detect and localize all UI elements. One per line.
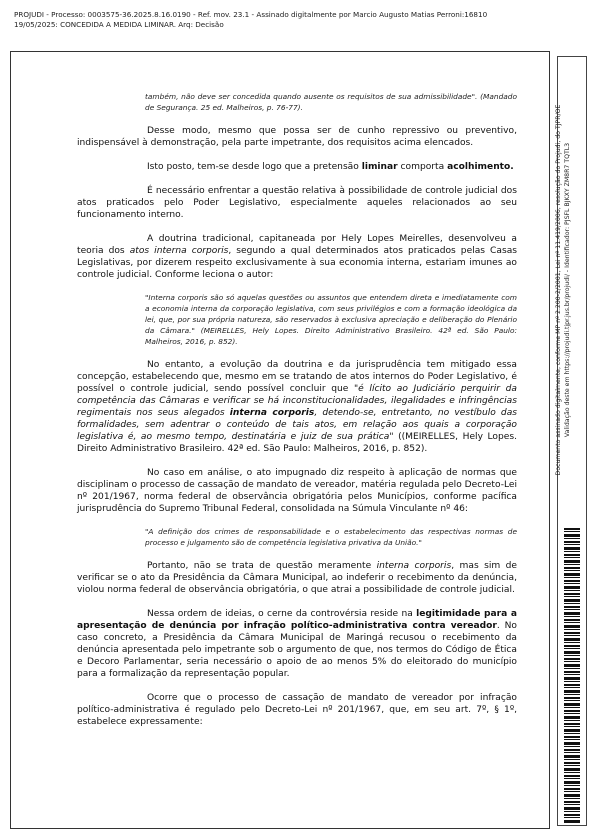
p4-text-c: , segundo a qual determinados atos praticados pelas Casas Legislativas, por dizerem respeito exclusivamente à sua economia interna, estariam imunes ao controle judicial. Conforme leciona o autor: bbox=[77, 246, 518, 280]
quote-meirelles: "Interna corporis são só aquelas questões ou assuntos que entendem direta e imediatamente com a economia interna da corporação legislativa, com seus privilégios e com a formação ideológica da lei, que, por sua própria natureza, são reservados à exclusiva apreciação e deliberação do Plenário da Câmara." (MEIRELLES, Hely Lopes. Direito Administrativo Brasileiro. 42ª ed. São Paulo: Malheiros, 2016, p. 852). bbox=[145, 293, 517, 346]
p4-italic-term: atos interna corporis bbox=[129, 246, 229, 256]
p7-italic-term: interna corporis bbox=[376, 561, 452, 571]
quote-sumula: "A definição dos crimes de responsabilidade e o estabelecimento das respectivas normas de processo e julgamento são de competência legislativa privativa da União." bbox=[145, 527, 517, 547]
header-line-2: 19/05/2025: CONCEDIDA A MEDIDA LIMINAR. Arq: Decisão bbox=[14, 20, 224, 29]
stamp-line-1: Documento assinado digitalmente, conforme MP nº 2.200-2/2001, Lei nº 11.419/2006, resolução do Projudi, do TJPR/OE bbox=[555, 104, 562, 476]
paragraph-4 bbox=[77, 233, 517, 281]
p8-text-c: . No caso concreto, a Presidência da Câmara Municipal de Maringá recusou o recebimento da denúncia apresentada pelo impetrante sob o argumento de que, nos termos do Código de Ética e Decoro Parlamentar, seria necessário o apoio de ao menos 5% do eleitorado do município para a formalização da representação popular. bbox=[77, 621, 517, 679]
stamp-line-2: Validação deste em https://projudi.tjpr.jus.br/projudi/ - Identificador: PJSFL BJKXY ZM8R7 TQTL3 bbox=[564, 142, 571, 438]
p5-italic-quote-end: , detendo-se, entretanto, no vestíbulo das formalidades, sem adentrar o conteúdo de tais atos, em relação aos quais a corporação legislativa é, ao mesmo tempo, destinatária e juiz de sua prática" bbox=[77, 408, 518, 442]
document-body bbox=[77, 91, 517, 728]
quote-continuation: também, não deve ser concedida quando ausente os requisitos de sua admissibilidade". (Mandado de Segurança. 25 ed. Malheiros, p. 76-77). bbox=[145, 92, 517, 112]
document-header bbox=[14, 10, 487, 30]
paragraph-5 bbox=[77, 359, 517, 455]
barcode bbox=[564, 528, 580, 824]
header-line-1: PROJUDI - Processo: 0003575-36.2025.8.16.0190 - Ref. mov. 23.1 - Assinado digitalmente por Marcio Augusto Matias Perroni:16810 bbox=[14, 10, 488, 19]
paragraph-2 bbox=[77, 161, 517, 173]
p5-bold-term: interna corporis bbox=[229, 408, 315, 418]
p8-text-a: Nessa ordem de ideias, o cerne da controvérsia reside na bbox=[147, 609, 417, 619]
p4-text-a: A doutrina tradicional, capitaneada por Hely Lopes Meirelles, desenvolveu a teoria dos bbox=[77, 234, 517, 256]
paragraph-8 bbox=[77, 608, 517, 680]
p2-bold-acolhimento: acolhimento. bbox=[447, 162, 514, 172]
p7-text-c: , mas sim de verificar se o ato da Presidência da Câmara Municipal, ao indeferir o recebimento da denúncia, violou norma federal de observância obrigatória, o que atrai a possibilidade de controle judicial. bbox=[77, 561, 517, 595]
paragraph-7 bbox=[77, 560, 517, 596]
paragraph-9: Ocorre que o processo de cassação de mandato de vereador por infração político-administrativa é regulado pelo Decreto-Lei nº 201/1967, que, em seu art. 7º, § 1º, estabelece expressamente: bbox=[77, 693, 517, 727]
p5-text-a: No entanto, a evolução da doutrina e da jurisprudência tem mitigado essa concepção, estabelecendo que, mesmo em se tratando de atos internos do Poder Legislativo, é possível o controle judicial, sendo possível concluir que bbox=[77, 360, 517, 394]
p2-text-a: Isto posto, tem-se desde logo que a pretensão bbox=[147, 162, 362, 172]
paragraph-1: Desse modo, mesmo que possa ser de cunho repressivo ou preventivo, indispensável à demonstração, pela parte impetrante, dos requisitos acima elencados. bbox=[77, 126, 517, 148]
digital-signature-stamp bbox=[552, 57, 574, 523]
p2-text-c: comporta bbox=[397, 162, 448, 172]
p2-bold-liminar: liminar bbox=[361, 162, 398, 172]
p5-italic-quote: "é lícito ao Judiciário perquirir da competência das Câmaras e verificar se há inconstitucionalidades, ilegalidades e infringências regimentais nos seus alegados bbox=[77, 384, 517, 418]
p5-citation: ((MEIRELLES, Hely Lopes. Direito Administrativo Brasileiro. 42ª ed. São Paulo: Malheiros, 2016, p. 852). bbox=[77, 432, 517, 454]
paragraph-6: No caso em análise, o ato impugnado diz respeito à aplicação de normas que disciplinam o processo de cassação de mandato de vereador, matéria regulada pelo Decreto-Lei nº 201/1967, norma federal de observância obrigatória pelos Municípios, conforme pacífica jurisprudência do Supremo Tribunal Federal, consolidada na Súmula Vinculante nº 46: bbox=[77, 468, 517, 514]
p7-text-a: Portanto, não se trata de questão meramente bbox=[147, 561, 377, 571]
p8-bold-legitimidade: legitimidade para a apresentação de denúncia por infração político-administrativa contra vereador bbox=[77, 609, 517, 631]
paragraph-3: É necessário enfrentar a questão relativa à possibilidade de controle judicial dos atos praticados pelo Poder Legislativo, especialmente aqueles relacionados ao seu funcionamento interno. bbox=[77, 186, 517, 220]
